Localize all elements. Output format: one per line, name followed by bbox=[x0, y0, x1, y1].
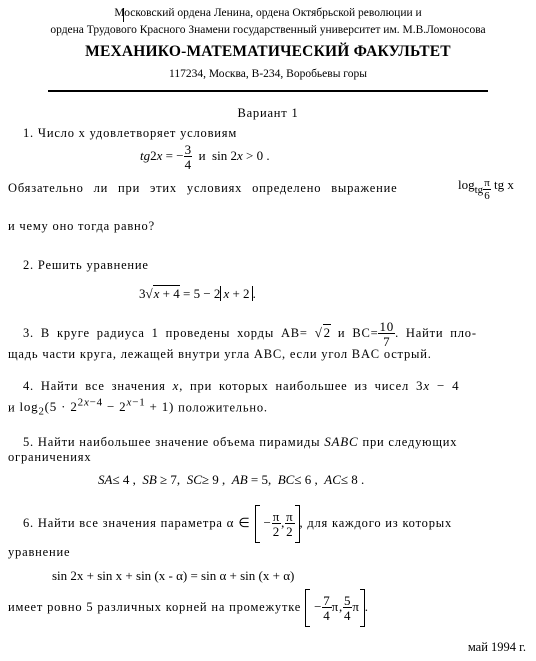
problem-5-line-2: ограничениях bbox=[8, 450, 92, 464]
problem-3-line-2: щадь части круга, лежащей внутри угла ABC, если угол BAC острый. bbox=[8, 347, 432, 361]
date-footer: май 1994 г. bbox=[467, 640, 526, 654]
problem-6-line-2: уравнение bbox=[8, 545, 71, 559]
problem-5-constraints: SA≤ 4 , SB ≥ 7, SC≥ 9 , AB = 5, BC≤ 6 , AC≤ 8 . bbox=[98, 472, 365, 487]
problem-4-line-1: 4. Найти все значения x, при которых наибольшее из чисел 3x − 4 bbox=[23, 378, 460, 393]
faculty-title: МЕХАНИКО-МАТЕМАТИЧЕСКИЙ ФАКУЛЬТЕТ bbox=[85, 43, 451, 60]
university-line-2: ордена Трудового Красного Знамени государственный университет им. М.В.Ломоносова bbox=[50, 24, 486, 36]
problem-5-line-1: 5. Найти наибольшее значение объема пирамиды SABC при следующих bbox=[23, 434, 458, 449]
problem-1-text-2: Обязательно ли при этих условиях определено выражение bbox=[8, 181, 398, 195]
problem-1-intro: 1. Число x удовлетворяет условиям bbox=[23, 126, 238, 140]
problem-1-log-expression: $\log_{tg \frac{\pi}{6}}$ tg x bbox=[458, 177, 514, 203]
problem-4-line-2: и $\log_2(5 \cdot 2^{2x-4} - 2^{x-1} + 1)$ положительно. bbox=[8, 397, 268, 418]
problem-6-line-3: имеет ровно 5 различных корней на промежутке − $\frac{7}{4}$ π, $\frac{5}{4}$ π . bbox=[8, 589, 369, 627]
problem-1-text-3: и чему оно тогда равно? bbox=[8, 219, 155, 233]
problem-1-conditions: tg2x = − $\frac{3}{4}$ и sin 2x > 0 . bbox=[140, 142, 270, 172]
header-rule bbox=[48, 90, 488, 92]
problem-3-line-1: 3. В круге радиуса 1 проведены хорды AB= √2 и BC= $\frac{10}{7}$ . Найти пло- bbox=[23, 319, 477, 349]
university-line-1: Московский ордена Ленина, ордена Октябрьской революции и bbox=[114, 7, 422, 19]
address: 117234, Москва, В-234, Воробьевы горы bbox=[169, 68, 367, 80]
variant-title: Вариант 1 bbox=[237, 106, 299, 120]
problem-2-equation: 3√x + 4 = 5 − 2 x + 2 . bbox=[139, 286, 256, 301]
problem-2-intro: 2. Решить уравнение bbox=[23, 258, 149, 272]
problem-6-line-1: 6. Найти все значения параметра α ∈ − $\frac{\pi}{2}$ , $\frac{\pi}{2}$ , для каждого из которых bbox=[23, 505, 452, 543]
problem-6-equation: sin 2x + sin x + sin (x - α) = sin α + sin (x + α) bbox=[52, 568, 295, 583]
